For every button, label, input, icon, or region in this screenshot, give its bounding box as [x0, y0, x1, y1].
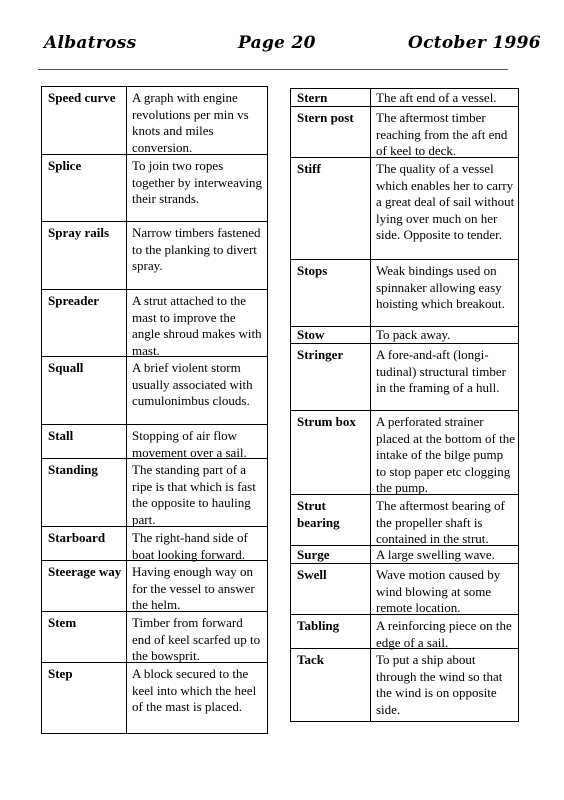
glossary-term: Spreader — [42, 290, 127, 356]
glossary-row — [42, 87, 267, 155]
glossary-definition: The right-hand side of boat looking forward. — [132, 530, 248, 562]
issue-date: October 1996 — [408, 33, 541, 53]
glossary-row — [291, 158, 518, 260]
glossary-row — [291, 495, 518, 546]
page-number: Page 20 — [238, 33, 316, 53]
glossary-definition: To put a ship about through the wind so that the wind is on opposite side. — [376, 652, 503, 717]
glossary-definition: The aftermost timber reaching from the aft end of keel to deck. — [376, 110, 508, 158]
glossary-row — [291, 344, 518, 411]
glossary-row — [42, 290, 267, 357]
glossary-table-left — [41, 86, 268, 734]
glossary-term: Stops — [291, 260, 371, 326]
glossary-row — [42, 425, 267, 459]
glossary-definition: A large swelling wave. — [376, 547, 495, 562]
glossary-term: Splice — [42, 155, 127, 221]
glossary-term: Surge — [291, 546, 371, 563]
glossary-definition: The aftermost bearing of the propeller shaft is contained in the strut. — [376, 498, 505, 546]
glossary-definition: Narrow timbers fastened to the planking to divert spray. — [132, 225, 261, 273]
glossary-row — [291, 411, 518, 495]
glossary-definition: Having enough way on for the vessel to answer the helm. — [132, 564, 255, 612]
glossary-row — [291, 564, 518, 615]
glossary-row — [291, 89, 518, 107]
glossary-term: Stow — [291, 327, 371, 343]
glossary-definition: To pack away. — [376, 327, 451, 342]
header-divider — [38, 69, 508, 70]
glossary-definition: A fore-and-aft (longi-tudinal) structural timber in the framing of a hull. — [376, 347, 506, 395]
glossary-row — [291, 546, 518, 564]
glossary-term: Steerage way — [42, 561, 127, 611]
glossary-definition: A strut attached to the mast to improve the angle shroud makes with mast. — [132, 293, 262, 358]
glossary-row — [42, 155, 267, 222]
glossary-definition: A graph with engine revolutions per min vs knots and miles conversion. — [132, 90, 249, 155]
glossary-definition: The standing part of a ripe is that which is fast the opposite to hauling part. — [132, 462, 256, 527]
glossary-term: Speed curve — [42, 87, 127, 154]
glossary-definition: To join two ropes together by interweaving their strands. — [132, 158, 262, 206]
glossary-definition: Weak bindings used on spinnaker allowing easy hoisting which breakout. — [376, 263, 505, 311]
glossary-row — [291, 327, 518, 344]
glossary-row — [42, 357, 267, 425]
glossary-row — [291, 615, 518, 649]
glossary-definition: A reinforcing piece on the edge of a sail. — [376, 618, 512, 650]
glossary-definition: Stopping of air flow movement over a sail. — [132, 428, 247, 460]
glossary-term: Stringer — [291, 344, 371, 410]
publication-title: Albatross — [44, 33, 137, 53]
glossary-row — [42, 222, 267, 290]
glossary-row — [291, 260, 518, 327]
glossary-term: Stern post — [291, 107, 371, 157]
glossary-table-right — [290, 88, 519, 722]
glossary-definition: Timber from forward end of keel scarfed up to the bowsprit. — [132, 615, 261, 663]
glossary-term: Stiff — [291, 158, 371, 259]
glossary-term: Tack — [291, 649, 371, 721]
glossary-definition: The aft end of a vessel. — [376, 90, 497, 105]
glossary-term: Strut bearing — [291, 495, 371, 545]
glossary-row — [42, 561, 267, 612]
glossary-term: Standing — [42, 459, 127, 526]
glossary-row — [291, 649, 518, 721]
glossary-row — [42, 612, 267, 663]
glossary-term: Swell — [291, 564, 371, 614]
glossary-definition: A brief violent storm usually associated with cumulonimbus clouds. — [132, 360, 253, 408]
glossary-term: Tabling — [291, 615, 371, 648]
glossary-definition: The quality of a vessel which enables her to carry a great deal of sail without lying over much on her side. Opposite to tender. — [376, 161, 515, 242]
glossary-row — [291, 107, 518, 158]
glossary-definition: A block secured to the keel into which the heel of the mast is placed. — [132, 666, 257, 714]
glossary-row — [42, 663, 267, 733]
glossary-term: Stall — [42, 425, 127, 458]
glossary-term: Step — [42, 663, 127, 733]
glossary-row — [42, 527, 267, 561]
glossary-term: Stern — [291, 89, 371, 106]
glossary-term: Strum box — [291, 411, 371, 494]
glossary-definition: A perforated strainer placed at the bottom of the intake of the bilge pump to stop paper etc clogging the pump. — [376, 414, 515, 495]
glossary-row — [42, 459, 267, 527]
glossary-term: Squall — [42, 357, 127, 424]
glossary-term: Starboard — [42, 527, 127, 560]
glossary-definition: Wave motion caused by wind blowing at some remote location. — [376, 567, 501, 615]
glossary-term: Spray rails — [42, 222, 127, 289]
glossary-term: Stem — [42, 612, 127, 662]
